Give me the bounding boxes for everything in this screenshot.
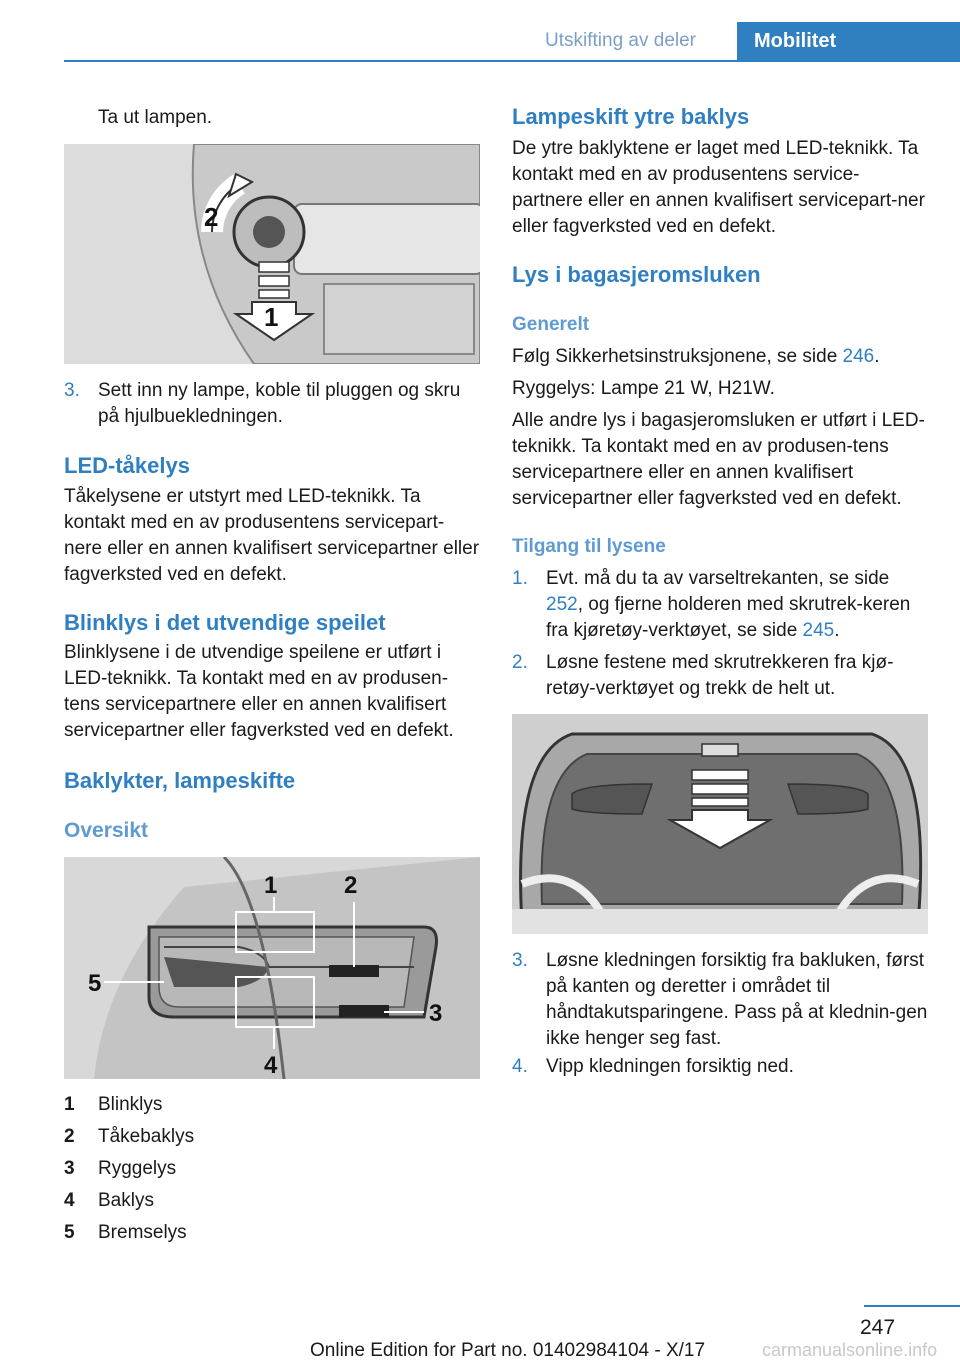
legend-item (64, 1220, 187, 1246)
page-number: 247 (860, 1316, 896, 1339)
fig2-label-1: 1 (264, 872, 278, 899)
header-rule (64, 60, 960, 62)
fig2-label-5: 5 (88, 970, 102, 997)
header-section-title: Utskifting av deler (545, 30, 697, 51)
trunk-lid-figure (512, 714, 928, 934)
mirror-blinker-heading: Blinklys i det utvendige speilet (64, 610, 386, 635)
general-safety-text (512, 344, 928, 370)
intro-text: Ta ut lampen. (98, 107, 213, 128)
fog-light-heading: LED-tåkelys (64, 453, 190, 478)
legend-item (64, 1124, 194, 1150)
taillight-overview-figure (64, 857, 480, 1079)
step-text: Sett inn ny lampe, koble til pluggen og skru på hjulbuekledningen. (98, 380, 461, 427)
overview-heading: Oversikt (64, 819, 149, 842)
trunk-lid-illustration (512, 714, 928, 934)
legend-label: Baklys (98, 1190, 154, 1211)
legend-item (64, 1188, 154, 1214)
step-text: Vipp kledningen forsiktig ned. (546, 1056, 794, 1077)
general-safety-text-end: . (874, 346, 880, 367)
legend-label: Ryggelys (98, 1158, 177, 1179)
trunk-light-heading: Lys i bagasjeromsluken (512, 262, 761, 287)
mirror-blinker-text: Blinklysene i de utvendige speilene er utført i LED-teknikk. Ta kontakt med en av produsen-tens servicepartnere eller en annen kvalifisert servicepartner eller fagverksted ved en defekt. (64, 642, 454, 741)
rear-lights-heading: Baklykter, lampeskifte (64, 768, 296, 793)
trunk-led-text: Alle andre lys i bagasjeromsluken er utført i LED-teknikk. Ta kontakt med en av produsen-tens servicepartnere eller en annen kvalifisert servicepartner eller fagverksted ved en defekt. (512, 410, 925, 509)
general-safety-text-part: Følg Sikkerhetsinstruksjonene, se side (512, 346, 843, 367)
legend-label: Bremselys (98, 1222, 187, 1243)
lamp-removal-illustration (64, 144, 480, 364)
fig1-label-2: 2 (204, 202, 219, 232)
footer-edition: Online Edition for Part no. 01402984104 - X/17 (310, 1340, 706, 1361)
fig1-label-1: 1 (264, 302, 279, 332)
outer-taillight-text: De ytre baklyktene er laget med LED-teknikk. Ta kontakt med en av produsentens service-partnere eller en annen kvalifisert servicepart-ner eller fagverksted ved en defekt. (512, 138, 925, 237)
step-text-part: , og fjerne holderen med skrutrek-keren fra kjøretøy-verktøyet, se side (546, 594, 911, 641)
outer-taillight-heading: Lampeskift ytre baklys (512, 104, 750, 129)
watermark: carmanualsonline.info (762, 1340, 938, 1360)
step-text (546, 566, 928, 644)
fig2-label-2: 2 (344, 872, 358, 899)
step-number: 4. (512, 1056, 528, 1077)
reverse-light-spec: Ryggelys: Lampe 21 W, H21W. (512, 378, 775, 399)
legend-number: 3 (64, 1158, 75, 1179)
step-text-end: . (834, 620, 840, 641)
fig2-label-4: 4 (264, 1052, 278, 1079)
legend-label: Tåkebaklys (98, 1126, 195, 1147)
step-text: Løsne kledningen forsiktig fra bakluken, først på kanten og deretter i området til håndtakutsparingene. Pass på at klednin-gen ikke henger seg fast. (546, 950, 928, 1049)
step-number: 1. (512, 568, 528, 589)
fog-light-text: Tåkelysene er utstyrt med LED-teknikk. Ta kontakt med en av produsentens servicepart-nere eller en annen kvalifisert servicepartner eller fagverksted ved en defekt. (64, 486, 480, 585)
legend-item (64, 1092, 162, 1118)
step-text-part: Evt. må du ta av varseltrekanten, se side (546, 568, 890, 589)
access-heading: Tilgang til lysene (512, 536, 666, 557)
legend-number: 5 (64, 1222, 75, 1243)
lamp-removal-figure (64, 144, 480, 364)
right-step-4 (512, 1054, 928, 1084)
general-heading: Generelt (512, 314, 590, 335)
step-number: 3. (512, 950, 528, 971)
legend-number: 1 (64, 1094, 75, 1115)
header-chapter-tab: Mobilitet (737, 22, 960, 62)
page-link-245[interactable]: 245 (802, 620, 835, 641)
right-step-1 (512, 566, 928, 652)
step-text: Løsne festene med skrutrekkeren fra kjø-retøy-verktøyet og trekk de helt ut. (546, 652, 894, 699)
page-link-252[interactable]: 252 (546, 594, 578, 615)
legend-item (64, 1156, 176, 1182)
right-step-3 (512, 948, 928, 1058)
footer-rule (864, 1305, 960, 1307)
legend-number: 4 (64, 1190, 75, 1211)
page-link-246[interactable]: 246 (842, 346, 875, 367)
right-step-2 (512, 650, 928, 706)
fig2-label-3: 3 (429, 1000, 443, 1027)
legend-number: 2 (64, 1126, 75, 1147)
legend-label: Blinklys (98, 1094, 163, 1115)
left-step-3 (64, 378, 480, 438)
taillight-overview-illustration (64, 857, 480, 1079)
step-number: 3. (64, 380, 80, 401)
step-number: 2. (512, 652, 528, 673)
